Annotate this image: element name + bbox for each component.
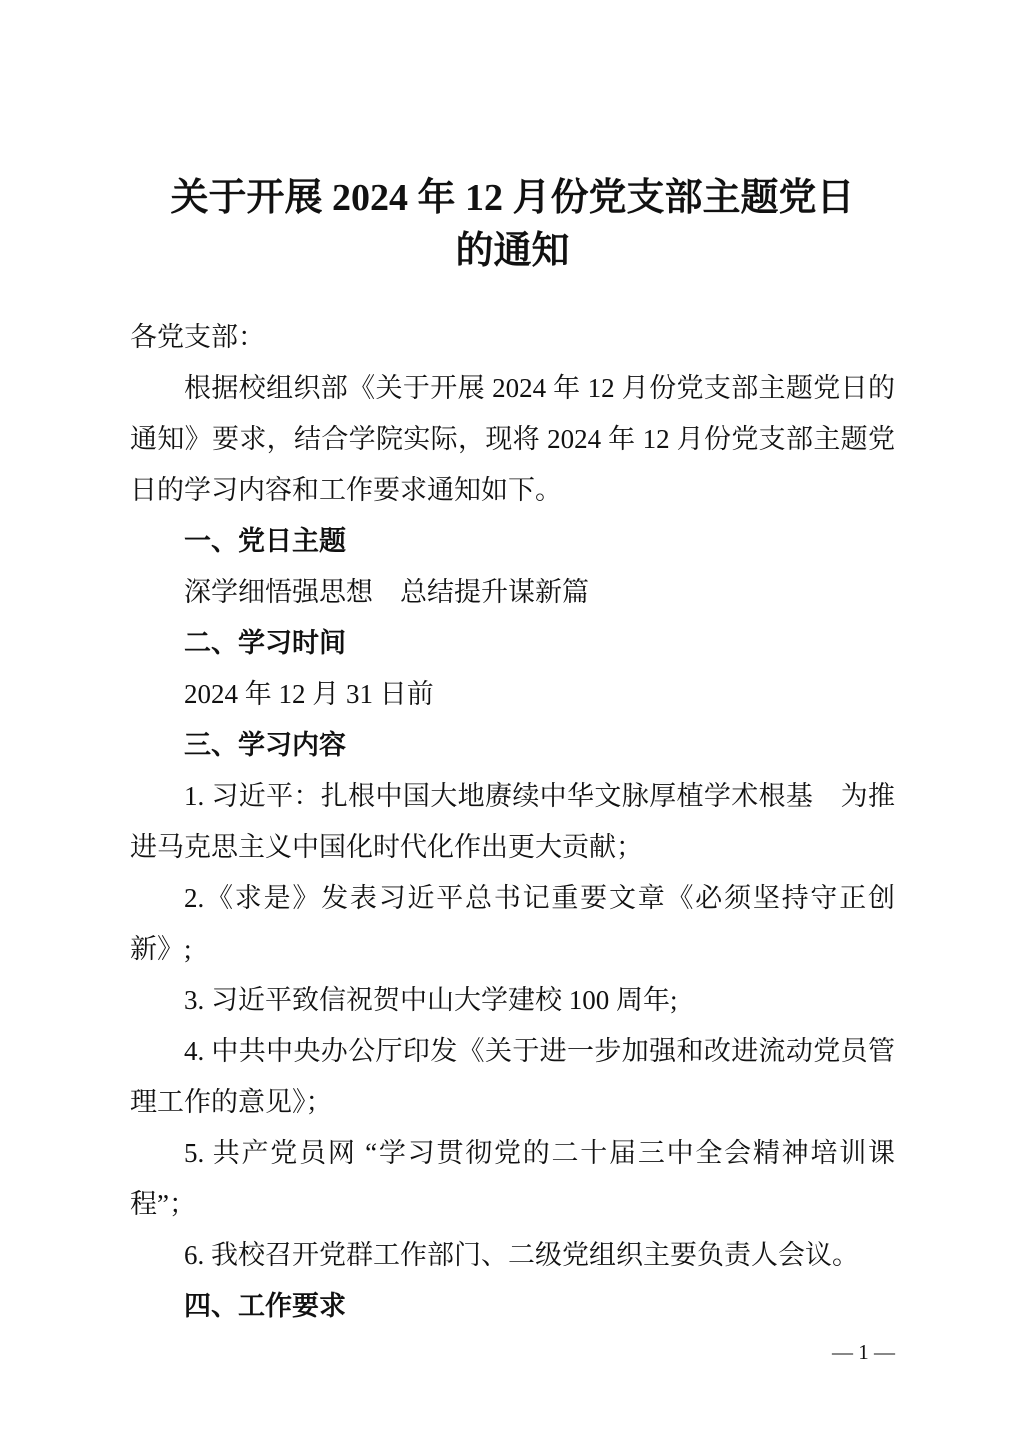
paragraph: 2.《求是》发表习近平总书记重要文章《必须坚持守正创新》; — [130, 883, 895, 964]
paragraph: 1. 习近平：扎根中国大地赓续中华文脉厚植学术根基 为推进马克思主义中国化时代化作出更大贡献； — [130, 781, 895, 862]
document-title — [130, 172, 895, 278]
title-line-2: 的通知 — [455, 230, 570, 272]
section-heading: 一、党日主题 — [184, 526, 346, 556]
paragraph: 根据校组织部《关于开展 2024 年 12 月份党支部主题党日的通知》要求，结合学院实际，现将 2024 年 12 月份党支部主题党日的学习内容和工作要求通知如下。 — [130, 373, 895, 505]
paragraph: 6. 我校召开党群工作部门、二级党组织主要负责人会议。 — [184, 1240, 859, 1270]
paragraph: 4. 中共中央办公厅印发《关于进一步加强和改进流动党员管理工作的意见》； — [130, 1036, 895, 1117]
title-line-1: 关于开展 2024 年 12 月份党支部主题党日 — [170, 177, 855, 219]
paragraph: 5. 共产党员网 “学习贯彻党的二十届三中全会精神培训课程”； — [130, 1138, 895, 1219]
document-body — [130, 312, 895, 1332]
section-heading: 二、学习时间 — [184, 628, 346, 658]
section-heading: 三、学习内容 — [184, 730, 346, 760]
paragraph: 各党支部： — [130, 322, 265, 352]
paragraph: 3. 习近平致信祝贺中山大学建校 100 周年; — [184, 985, 678, 1015]
page-number: — 1 — — [832, 1340, 895, 1364]
paragraph: 2024 年 12 月 31 日前 — [184, 679, 434, 709]
section-heading: 四、工作要求 — [184, 1291, 346, 1321]
paragraph: 深学细悟强思想 总结提升谋新篇 — [184, 577, 589, 607]
